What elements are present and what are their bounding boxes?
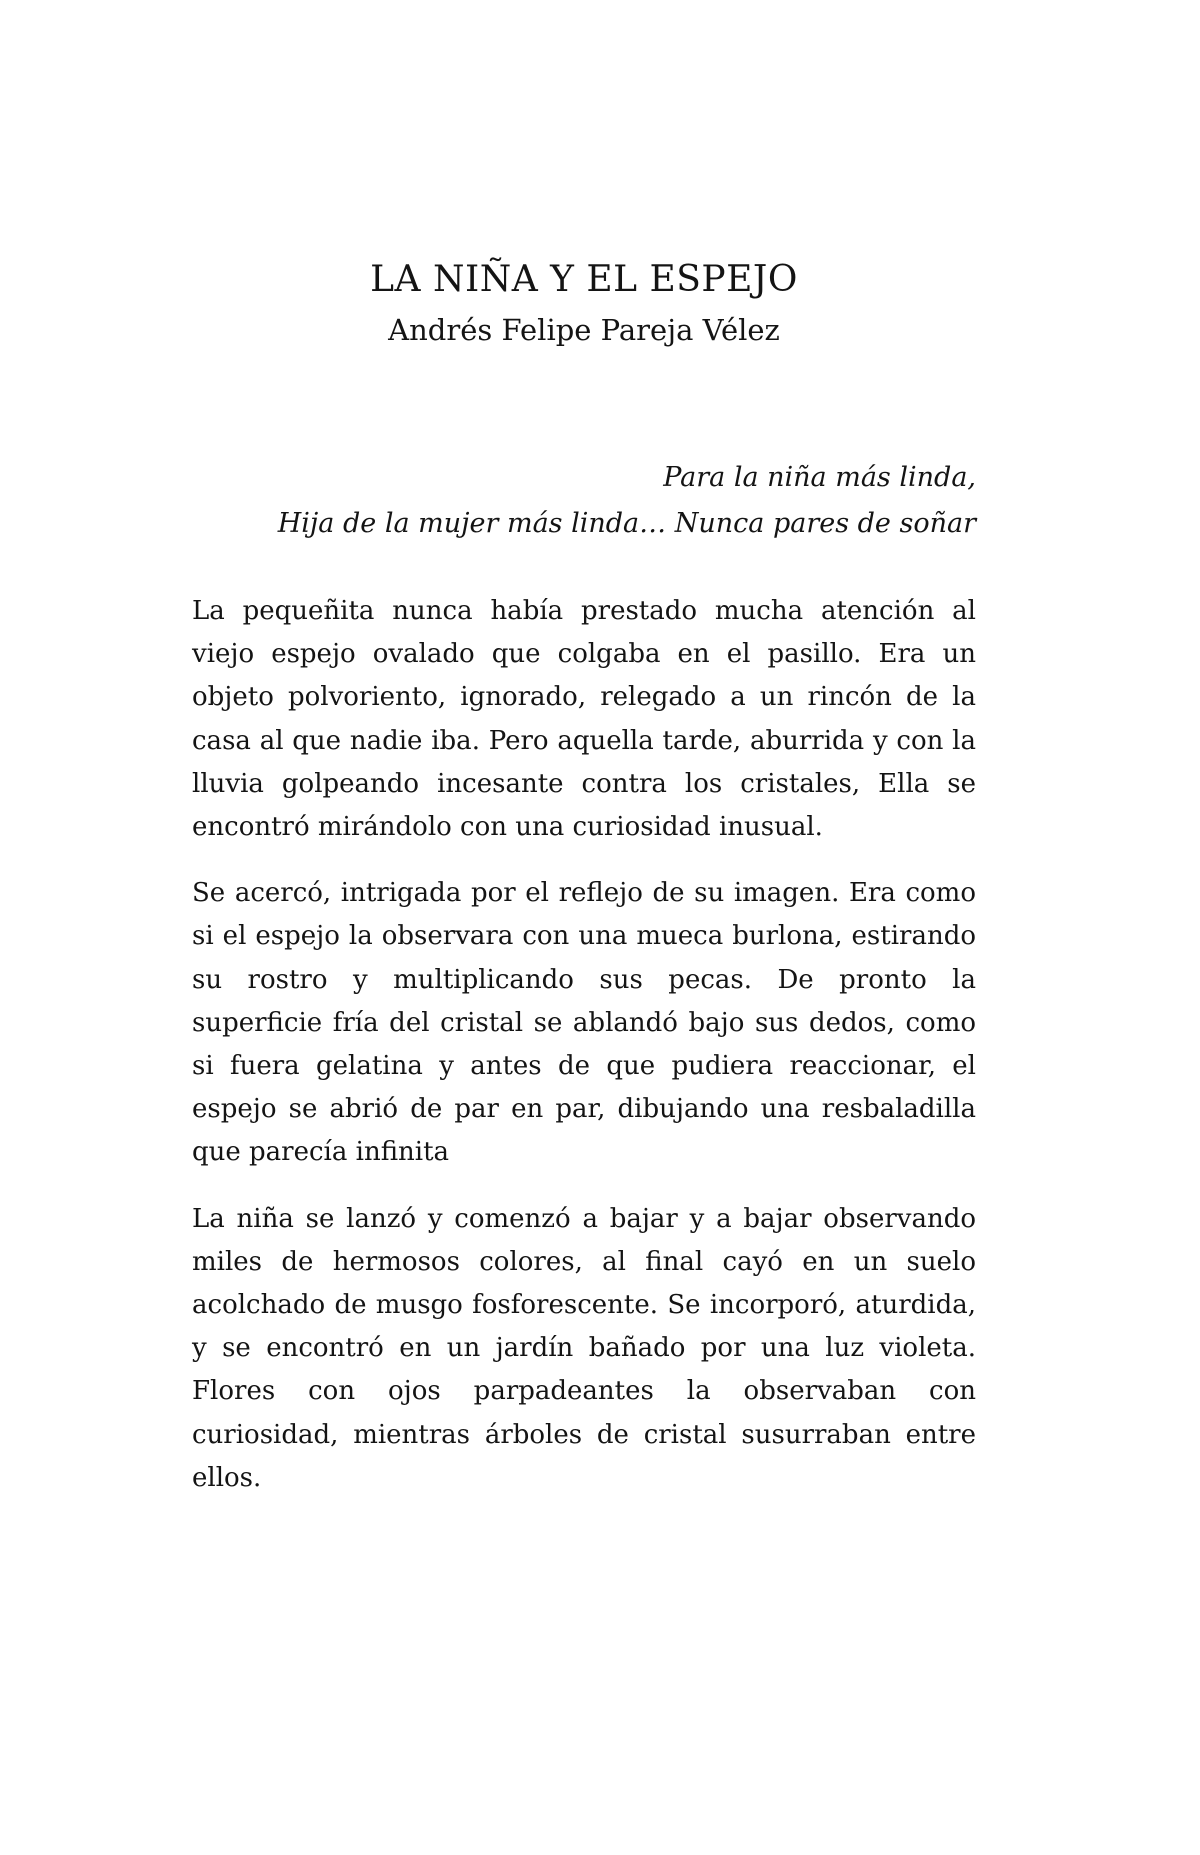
dedication-line-2: Hija de la mujer más linda… Nunca pares de soñar [277,508,976,539]
paragraph: Se acercó, intrigada por el reflejo de su imagen. Era como si el espejo la observara con una mueca burlona, estirando su rostro y multiplicando sus pecas. De pronto la superficie fría del cristal se ablandó bajo sus dedos, como si fuera gelatina y antes de que pudiera reaccionar, el espejo se abrió de par en par, dibujando una resbaladilla que parecía infinita [192,878,976,1168]
dedication [190,455,976,547]
story-body [192,590,976,1523]
dedication-line-1: Para la niña más linda, [663,462,976,493]
paragraph: La niña se lanzó y comenzó a bajar y a bajar observando miles de hermosos colores, al final cayó en un suelo acolchado de musgo fosforescente. Se incorporó, aturdida, y se encontró en un jardín bañado por una luz violeta. Flores con ojos parpadeantes la observaban con curiosidad, mientras árboles de cristal susurraban entre ellos. [192,1203,976,1493]
story-title: LA NIÑA Y EL ESPEJO [370,259,798,300]
paragraph: La pequeñita nunca había prestado mucha atención al viejo espejo ovalado que colgaba en el pasillo. Era un objeto polvoriento, ignorado, relegado a un rincón de la casa al que nadie iba. Pero aquella tarde, aburrida y con la lluvia golpeando incesante contra los cristales, Ella se encontró mirándolo con una curiosidad inusual. [192,596,976,843]
author-name: Andrés Felipe Pareja Vélez [388,313,780,347]
